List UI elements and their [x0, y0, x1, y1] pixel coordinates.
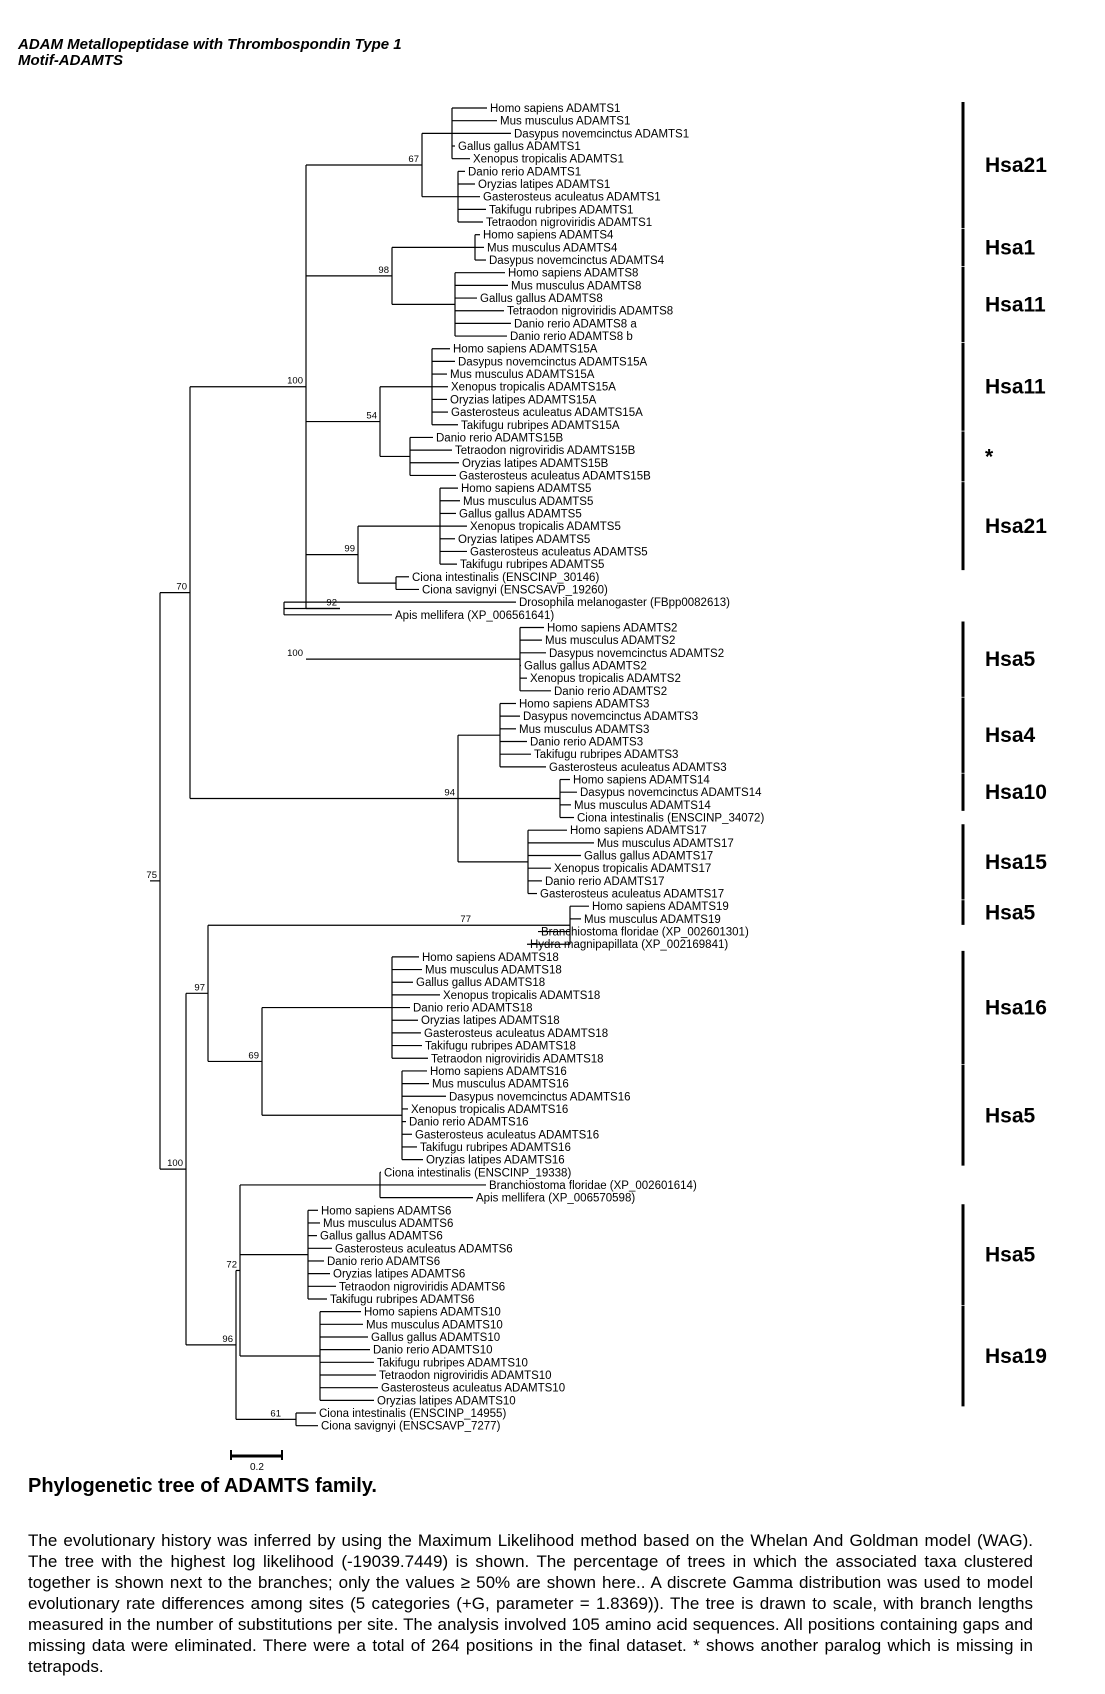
taxon-label: Homo sapiens ADAMTS14: [573, 774, 710, 787]
taxon-label: Danio rerio ADAMTS6: [327, 1255, 441, 1268]
taxon-label: Oryzias latipes ADAMTS15B: [462, 457, 609, 470]
taxon-label: Mus musculus ADAMTS16: [432, 1078, 569, 1091]
taxon-label: Mus musculus ADAMTS10: [366, 1319, 503, 1332]
bootstrap-value: 77: [460, 914, 471, 926]
taxon-label: Mus musculus ADAMTS6: [323, 1217, 454, 1230]
taxon-label: Gallus gallus ADAMTS6: [320, 1230, 443, 1243]
chromosome-group-label: Hsa10: [985, 781, 1047, 805]
taxon-label: Tetraodon nigroviridis ADAMTS8: [507, 305, 674, 318]
taxon-label: Dasypus novemcinctus ADAMTS4: [489, 255, 665, 268]
taxon-label: Gasterosteus aculeatus ADAMTS15B: [459, 470, 651, 483]
chromosome-group-label: Hsa15: [985, 850, 1047, 874]
taxon-label: Xenopus tropicalis ADAMTS1: [473, 153, 624, 166]
taxon-label: Homo sapiens ADAMTS4: [483, 229, 614, 242]
taxon-label: Xenopus tropicalis ADAMTS5: [470, 521, 621, 534]
chromosome-group-label: Hsa11: [985, 375, 1046, 399]
taxon-label: Homo sapiens ADAMTS3: [519, 698, 650, 711]
taxon-label: Danio rerio ADAMTS8 a: [514, 318, 637, 331]
header-line-2: Motif-ADAMTS: [18, 52, 123, 69]
chromosome-group-label: Hsa21: [985, 515, 1047, 539]
taxon-label: Hydra magnipapillata (XP_002169841): [530, 939, 729, 952]
taxon-label: Gallus gallus ADAMTS1: [458, 141, 581, 154]
taxon-label: Homo sapiens ADAMTS2: [547, 622, 678, 635]
taxon-label: Dasypus novemcinctus ADAMTS14: [580, 787, 762, 800]
taxon-label: Homo sapiens ADAMTS18: [422, 951, 559, 964]
chromosome-group-bars: [963, 102, 1047, 1406]
taxon-label: Gallus gallus ADAMTS2: [524, 660, 647, 673]
taxon-label: Xenopus tropicalis ADAMTS16: [411, 1103, 569, 1116]
chromosome-group-label: Hsa5: [985, 1104, 1036, 1128]
scale-bar-label: 0.2: [250, 1462, 264, 1473]
bootstrap-value: 69: [248, 1050, 259, 1062]
bootstrap-value: 100: [287, 648, 303, 660]
taxon-label: Takifugu rubripes ADAMTS18: [425, 1040, 576, 1053]
taxon-label: Oryzias latipes ADAMTS16: [426, 1154, 565, 1167]
taxon-label: Mus musculus ADAMTS14: [574, 799, 711, 812]
taxon-label: Dasypus novemcinctus ADAMTS2: [549, 647, 725, 660]
chromosome-group-label: *: [985, 445, 994, 469]
taxon-label: Branchiostoma floridae (XP_002601614): [489, 1179, 697, 1192]
chromosome-group-label: Hsa19: [985, 1344, 1047, 1368]
taxon-label: Gasterosteus aculeatus ADAMTS3: [549, 761, 727, 774]
caption-title: Phylogenetic tree of ADAMTS family.: [28, 1475, 377, 1497]
bootstrap-value: 100: [167, 1158, 183, 1170]
taxon-label: Gasterosteus aculeatus ADAMTS15A: [451, 407, 643, 420]
taxon-label: Takifugu rubripes ADAMTS16: [420, 1141, 571, 1154]
taxon-label: Oryzias latipes ADAMTS5: [458, 533, 591, 546]
taxon-label: Homo sapiens ADAMTS6: [321, 1205, 452, 1218]
taxon-label: Ciona savignyi (ENSCSAVP_7277): [321, 1420, 501, 1433]
taxon-label: Homo sapiens ADAMTS15A: [453, 343, 598, 356]
taxon-label: Danio rerio ADAMTS1: [468, 166, 582, 179]
taxon-label: Dasypus novemcinctus ADAMTS16: [449, 1091, 631, 1104]
taxon-label: Danio rerio ADAMTS17: [545, 875, 665, 888]
taxon-label: Danio rerio ADAMTS15B: [436, 432, 564, 445]
taxon-label: Gallus gallus ADAMTS5: [459, 508, 582, 521]
taxon-label: Ciona intestinalis (ENSCINP_14955): [319, 1408, 507, 1421]
taxon-label: Tetraodon nigroviridis ADAMTS1: [486, 217, 653, 230]
taxon-label: Branchiostoma floridae (XP_002601301): [541, 926, 749, 939]
taxon-label: Mus musculus ADAMTS17: [597, 837, 734, 850]
taxon-label: Dasypus novemcinctus ADAMTS1: [514, 128, 690, 141]
taxon-label: Dasypus novemcinctus ADAMTS3: [523, 711, 699, 724]
taxon-label: Takifugu rubripes ADAMTS1: [489, 204, 634, 217]
tree-leaf-labels: [319, 103, 764, 1433]
taxon-label: Oryzias latipes ADAMTS1: [478, 179, 611, 192]
taxon-label: Gasterosteus aculeatus ADAMTS18: [424, 1027, 609, 1040]
taxon-label: Homo sapiens ADAMTS19: [592, 901, 729, 914]
taxon-label: Oryzias latipes ADAMTS10: [377, 1395, 516, 1408]
taxon-label: Danio rerio ADAMTS8 b: [510, 331, 633, 344]
taxon-label: Oryzias latipes ADAMTS15A: [450, 394, 597, 407]
chromosome-group-label: Hsa4: [985, 724, 1036, 748]
taxon-label: Takifugu rubripes ADAMTS5: [460, 559, 605, 572]
bootstrap-value: 54: [366, 410, 377, 422]
chromosome-group-label: Hsa11: [985, 293, 1046, 317]
caption-body: The evolutionary history was inferred by using the Maximum Likelihood method based on the Whelan And Goldman model (WAG). The tree with the highest log likelihood (-19039.7449) is shown. The percentage of trees in which the associated taxa clustered together is shown next to the branches; only the values ≥ 50% are shown here.. A discrete Gamma distribution was used to model evolutionary rate differences among sites (5 categories (+G, parameter = 1.8369)). The tree is drawn to scale, with branch lengths measured in the number of substitutions per site. The analysis involved 105 amino acid sequences. All positions containing gaps and missing data were eliminated. There were a total of 264 positions in the final dataset. * shows another paralog which is missing in tetrapods.: [28, 1531, 1033, 1676]
bootstrap-value: 92: [326, 597, 337, 609]
taxon-label: Gasterosteus aculeatus ADAMTS10: [381, 1382, 566, 1395]
taxon-label: Danio rerio ADAMTS18: [413, 1002, 533, 1015]
taxon-label: Ciona intestinalis (ENSCINP_30146): [412, 571, 600, 584]
bootstrap-value: 94: [444, 787, 455, 799]
taxon-label: Dasypus novemcinctus ADAMTS15A: [458, 356, 648, 369]
taxon-label: Homo sapiens ADAMTS8: [508, 267, 639, 280]
taxon-label: Apis mellifera (XP_006561641): [395, 609, 555, 622]
taxon-label: Tetraodon nigroviridis ADAMTS10: [379, 1370, 552, 1382]
taxon-label: Takifugu rubripes ADAMTS10: [377, 1357, 528, 1370]
taxon-label: Mus musculus ADAMTS4: [487, 242, 618, 255]
taxon-label: Mus musculus ADAMTS8: [511, 280, 642, 293]
scale-bar: [230, 1450, 283, 1460]
taxon-label: Mus musculus ADAMTS18: [425, 964, 562, 977]
bootstrap-value: 72: [226, 1259, 237, 1271]
taxon-label: Mus musculus ADAMTS2: [545, 635, 676, 648]
taxon-label: Tetraodon nigroviridis ADAMTS6: [339, 1281, 506, 1294]
taxon-label: Gallus gallus ADAMTS17: [584, 850, 714, 863]
taxon-label: Xenopus tropicalis ADAMTS18: [443, 989, 601, 1002]
bootstrap-value: 70: [176, 581, 187, 593]
header-line-1: ADAM Metallopeptidase with Thrombospondin Type 1: [18, 36, 402, 53]
taxon-label: Gallus gallus ADAMTS10: [371, 1331, 501, 1344]
taxon-label: Xenopus tropicalis ADAMTS15A: [451, 381, 616, 394]
taxon-label: Homo sapiens ADAMTS5: [461, 483, 592, 496]
taxon-label: Xenopus tropicalis ADAMTS2: [530, 673, 681, 686]
taxon-label: Mus musculus ADAMTS15A: [450, 369, 595, 382]
bootstrap-value: 100: [287, 375, 303, 387]
bootstrap-value: 97: [194, 982, 205, 994]
taxon-label: Mus musculus ADAMTS3: [519, 723, 650, 736]
taxon-label: Xenopus tropicalis ADAMTS17: [554, 863, 712, 876]
chromosome-group-label: Hsa5: [985, 648, 1036, 672]
chromosome-group-label: Hsa21: [985, 154, 1047, 178]
bootstrap-value: 99: [344, 543, 355, 555]
taxon-label: Danio rerio ADAMTS16: [409, 1116, 529, 1129]
taxon-label: Danio rerio ADAMTS3: [530, 736, 644, 749]
taxon-label: Gasterosteus aculeatus ADAMTS1: [483, 191, 661, 204]
taxon-label: Tetraodon nigroviridis ADAMTS18: [431, 1053, 604, 1066]
bootstrap-value: 75: [146, 869, 157, 881]
taxon-label: Apis mellifera (XP_006570598): [476, 1192, 636, 1205]
bootstrap-value: 96: [222, 1333, 233, 1345]
chromosome-group-label: Hsa5: [985, 901, 1036, 925]
taxon-label: Ciona intestinalis (ENSCINP_34072): [577, 812, 765, 825]
taxon-label: Gallus gallus ADAMTS18: [416, 977, 546, 990]
taxon-label: Homo sapiens ADAMTS16: [430, 1065, 567, 1078]
taxon-label: Mus musculus ADAMTS19: [584, 913, 721, 926]
taxon-label: Oryzias latipes ADAMTS18: [421, 1015, 560, 1028]
taxon-label: Takifugu rubripes ADAMTS15A: [461, 419, 620, 432]
chromosome-group-label: Hsa16: [985, 996, 1047, 1020]
taxon-label: Oryzias latipes ADAMTS6: [333, 1268, 466, 1281]
taxon-label: Homo sapiens ADAMTS1: [490, 103, 621, 115]
taxon-label: Gasterosteus aculeatus ADAMTS17: [540, 888, 725, 901]
taxon-label: Danio rerio ADAMTS10: [373, 1344, 493, 1357]
taxon-label: Danio rerio ADAMTS2: [554, 685, 668, 698]
chromosome-group-label: Hsa1: [985, 236, 1036, 260]
taxon-label: Tetraodon nigroviridis ADAMTS15B: [455, 445, 636, 458]
taxon-label: Gasterosteus aculeatus ADAMTS16: [415, 1129, 600, 1142]
taxon-label: Ciona intestinalis (ENSCINP_19338): [384, 1167, 572, 1180]
taxon-label: Gallus gallus ADAMTS8: [480, 293, 603, 306]
bootstrap-value: 67: [408, 154, 419, 166]
taxon-label: Takifugu rubripes ADAMTS6: [330, 1293, 475, 1306]
taxon-label: Gasterosteus aculeatus ADAMTS5: [470, 546, 648, 559]
chromosome-group-label: Hsa5: [985, 1243, 1036, 1267]
bootstrap-value: 98: [378, 264, 389, 276]
taxon-label: Takifugu rubripes ADAMTS3: [534, 749, 679, 762]
taxon-label: Drosophila melanogaster (FBpp0082613): [519, 597, 730, 610]
taxon-label: Homo sapiens ADAMTS17: [570, 825, 707, 838]
bootstrap-value: 61: [270, 1408, 281, 1420]
taxon-label: Homo sapiens ADAMTS10: [364, 1306, 501, 1319]
taxon-label: Mus musculus ADAMTS5: [463, 495, 594, 508]
taxon-label: Ciona savignyi (ENSCSAVP_19260): [422, 584, 608, 597]
taxon-label: Gasterosteus aculeatus ADAMTS6: [335, 1243, 513, 1256]
taxon-label: Mus musculus ADAMTS1: [500, 115, 631, 128]
